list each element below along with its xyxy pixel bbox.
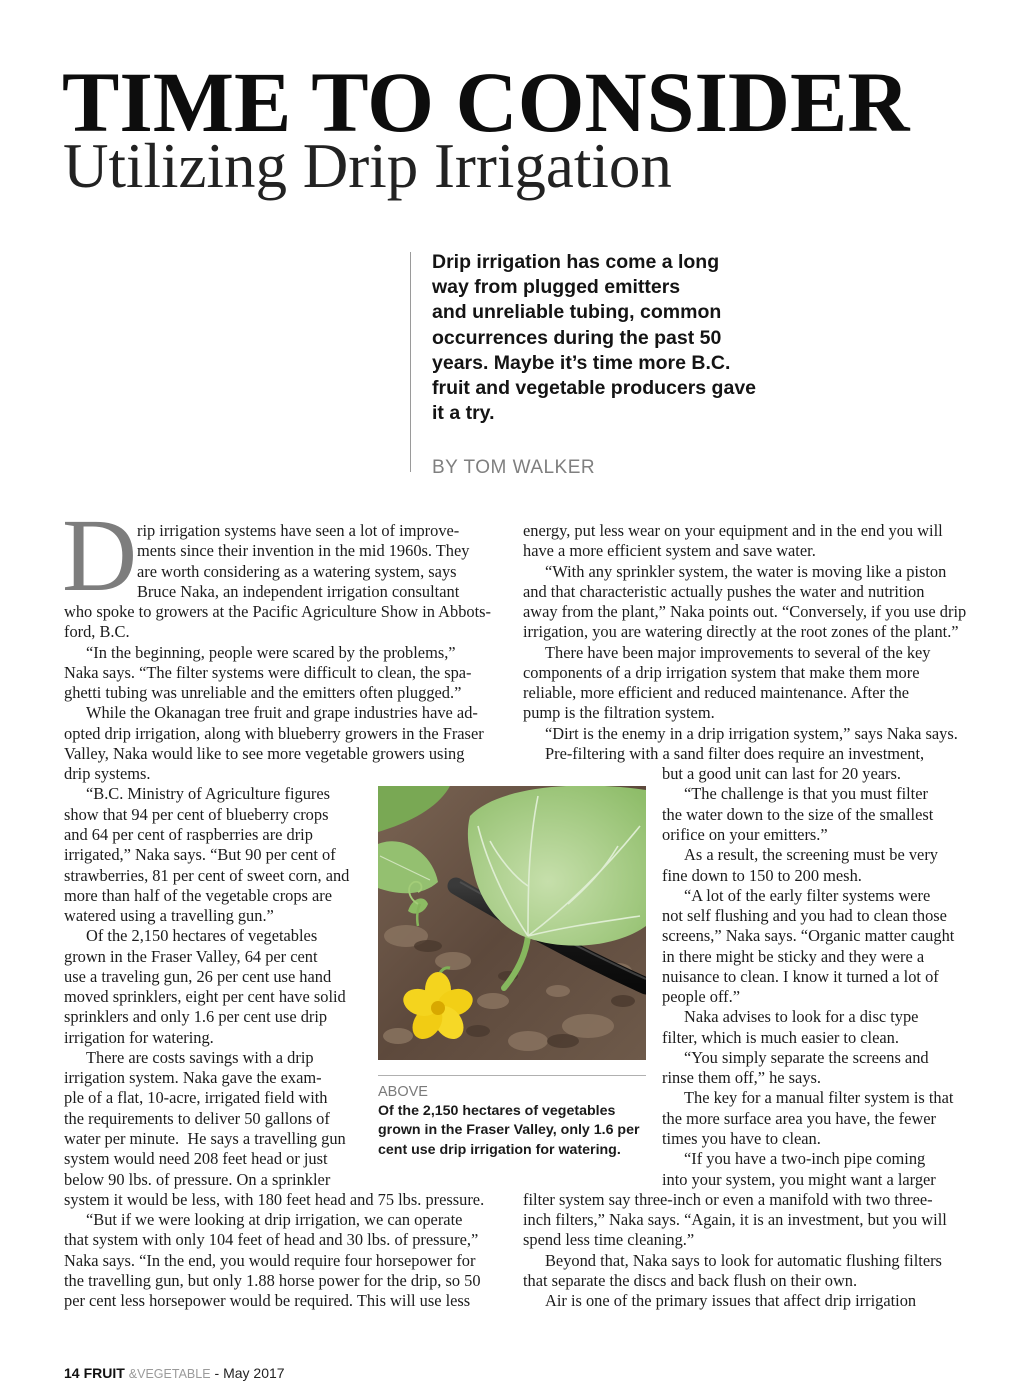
body-line: the requirements to deliver 50 gallons of: [64, 1108, 330, 1128]
body-line: “Dirt is the enemy in a drip irrigation system,” says Naka says.: [545, 723, 958, 743]
body-line: watered using a travelling gun.”: [64, 906, 274, 926]
body-line: spend less time cleaning.”: [523, 1230, 695, 1250]
caption-line: Of the 2,150 hectares of vegetables: [378, 1103, 616, 1119]
photo-image: [378, 786, 646, 1060]
body-line: filter, which is much easier to clean.: [662, 1027, 899, 1047]
body-line: Valley, Naka would like to see more vegetable growers using: [64, 743, 465, 763]
body-line: sprinklers and only 1.6 per cent use drip: [64, 1007, 328, 1027]
body-line: more than half of the vegetable crops are: [64, 885, 333, 905]
body-line: who spoke to growers at the Pacific Agriculture Show in Abbots-: [64, 602, 491, 622]
body-line: There have been major improvements to several of the key: [545, 642, 931, 662]
article-deck: [432, 250, 756, 426]
page-footer: [64, 1364, 285, 1383]
body-line: the travelling gun, but only 1.88 horse power for the drip, so 50: [64, 1270, 481, 1290]
body-line: pump is the filtration system.: [523, 703, 715, 723]
deck-line: way from plugged emitters: [432, 276, 681, 299]
body-line: show that 94 per cent of blueberry crops: [64, 804, 329, 824]
body-line: “You simply separate the screens and: [684, 1047, 929, 1067]
body-line: strawberries, 81 per cent of sweet corn, and: [64, 865, 350, 885]
body-line: “The challenge is that you must filter: [684, 784, 928, 804]
article-title: TIME TO CONSIDER: [62, 54, 910, 150]
body-line: drip systems.: [64, 764, 151, 784]
deck-line: fruit and vegetable producers gave: [432, 377, 757, 400]
body-line: and that characteristic actually pushes the water and nutrition: [523, 581, 925, 601]
body-line: ments since their invention in the mid 1960s. They: [137, 541, 470, 561]
body-line: ple of a flat, 10-acre, irrigated field with: [64, 1088, 328, 1108]
body-line: reliable, more efficient and reduced maintenance. After the: [523, 683, 910, 703]
body-line: Naka says. “The filter systems were difficult to clean, the spa-: [64, 662, 472, 682]
body-line: energy, put less wear on your equipment and in the end you will: [523, 521, 943, 540]
body-line: irrigated,” Naka says. “But 90 per cent of: [64, 845, 336, 865]
body-line: orifice on your emitters.”: [662, 824, 828, 844]
body-line: that separate the discs and back flush on their own.: [523, 1270, 858, 1290]
body-line: “With any sprinkler system, the water is moving like a piston: [545, 561, 947, 581]
caption-label: ABOVE: [378, 1084, 428, 1100]
body-line: While the Okanagan tree fruit and grape industries have ad-: [86, 703, 478, 723]
body-line: ford, B.C.: [64, 622, 130, 642]
body-line: “A lot of the early filter systems were: [684, 885, 931, 905]
body-line: Bruce Naka, an independent irrigation consultant: [137, 581, 460, 601]
body-line: The key for a manual filter system is that: [684, 1088, 954, 1108]
publication-name-bold: FRUIT: [83, 1365, 125, 1381]
body-line: components of a drip irrigation system that make them more: [523, 662, 920, 682]
body-line: irrigation for watering.: [64, 1027, 214, 1047]
body-line: system it would be less, with 180 feet head and 75 lbs. pressure.: [64, 1189, 485, 1209]
body-line: Beyond that, Naka says to look for automatic flushing filters: [545, 1250, 942, 1270]
body-line: away from the plant,” Naka points out. “Conversely, if you use drip: [523, 602, 967, 622]
body-line: inch filters,” Naka says. “Again, it is an investment, but you will: [523, 1210, 947, 1230]
body-line: rinse them off,” he says.: [662, 1068, 822, 1088]
cucumber-plant-photo: [378, 786, 646, 1060]
body-line: in there might be sticky and they were a: [662, 946, 925, 966]
body-line: filter system say three-inch or even a manifold with two three-: [523, 1189, 933, 1209]
caption-line: grown in the Fraser Valley, only 1.6 per: [378, 1122, 640, 1139]
body-line: Air is one of the primary issues that affect drip irrigation: [545, 1291, 917, 1311]
body-line: but a good unit can last for 20 years.: [662, 764, 901, 784]
body-line: into your system, you might want a larger: [662, 1169, 936, 1189]
body-line: “If you have a two-inch pipe coming: [684, 1149, 926, 1169]
body-line: per cent less horsepower would be required. This will use less: [64, 1291, 471, 1311]
body-line: Naka says. “In the end, you would require four horsepower for: [64, 1250, 476, 1270]
caption-line: cent use drip irrigation for watering.: [378, 1141, 621, 1158]
deck-line: Drip irrigation has come a long: [432, 251, 720, 273]
body-line: As a result, the screening must be very: [684, 845, 938, 865]
body-line: nuisance to clean. I know it turned a lot of: [662, 966, 939, 986]
body-line: have a more efficient system and save water.: [523, 541, 816, 561]
body-line: irrigation, you are watering directly at the root zones of the plant.”: [523, 622, 959, 642]
body-line: not self flushing and you had to clean those: [662, 906, 947, 926]
body-line: times you have to clean.: [662, 1128, 821, 1148]
body-line: irrigation system. Naka gave the exam-: [64, 1068, 322, 1088]
deck-line: it a try.: [432, 402, 495, 425]
body-line: below 90 lbs. of pressure. On a sprinkler: [64, 1169, 331, 1189]
deck-line: occurrences during the past 50: [432, 326, 722, 349]
publication-name-light: &VEGETABLE: [128, 1367, 211, 1381]
body-line: ghetti tubing was unreliable and the emitters often plugged.”: [64, 683, 462, 703]
body-line: “But if we were looking at drip irrigation, we can operate: [86, 1210, 463, 1230]
body-line: the more surface area you have, the fewer: [662, 1108, 936, 1128]
deck-divider: [410, 252, 411, 472]
deck-line: years. Maybe it’s time more B.C.: [432, 351, 731, 374]
body-line: fine down to 150 to 200 mesh.: [662, 865, 862, 885]
byline: BY TOM WALKER: [432, 457, 596, 478]
body-line: grown in the Fraser Valley, 64 per cent: [64, 946, 318, 966]
body-line: the water down to the size of the smallest: [662, 804, 934, 824]
body-line: There are costs savings with a drip: [86, 1047, 314, 1067]
body-line: system would need 208 feet head or just: [64, 1149, 328, 1169]
body-line: moved sprinklers, eight per cent have solid: [64, 987, 346, 1007]
body-line: screens,” Naka says. “Organic matter caught: [662, 926, 955, 946]
body-line: and 64 per cent of raspberries are drip: [64, 824, 313, 844]
body-line: that system with only 104 feet of head and 30 lbs. of pressure,”: [64, 1230, 479, 1250]
body-line: Pre-filtering with a sand filter does require an investment,: [545, 743, 925, 763]
body-line: Naka advises to look for a disc type: [684, 1007, 919, 1027]
body-line: are worth considering as a watering system, says: [137, 561, 457, 581]
body-line: opted drip irrigation, along with blueberry growers in the Fraser: [64, 723, 484, 743]
deck-line: and unreliable tubing, common: [432, 301, 722, 324]
body-line: people off.”: [662, 987, 740, 1007]
body-line: water per minute. He says a travelling gun: [64, 1128, 346, 1148]
caption-divider: [378, 1075, 646, 1076]
body-line: “B.C. Ministry of Agriculture figures: [86, 784, 331, 804]
photo-caption: [378, 1102, 640, 1160]
body-line: Of the 2,150 hectares of vegetables: [86, 926, 318, 946]
body-line: rip irrigation systems have seen a lot of improve-: [137, 521, 460, 540]
drop-cap: D: [62, 498, 138, 613]
body-line: use a traveling gun, 26 per cent use hand: [64, 966, 332, 986]
article-subtitle: Utilizing Drip Irrigation: [63, 131, 672, 201]
page-number: 14: [64, 1365, 80, 1381]
body-line: “In the beginning, people were scared by the problems,”: [86, 642, 456, 662]
issue-date: - May 2017: [214, 1365, 285, 1381]
